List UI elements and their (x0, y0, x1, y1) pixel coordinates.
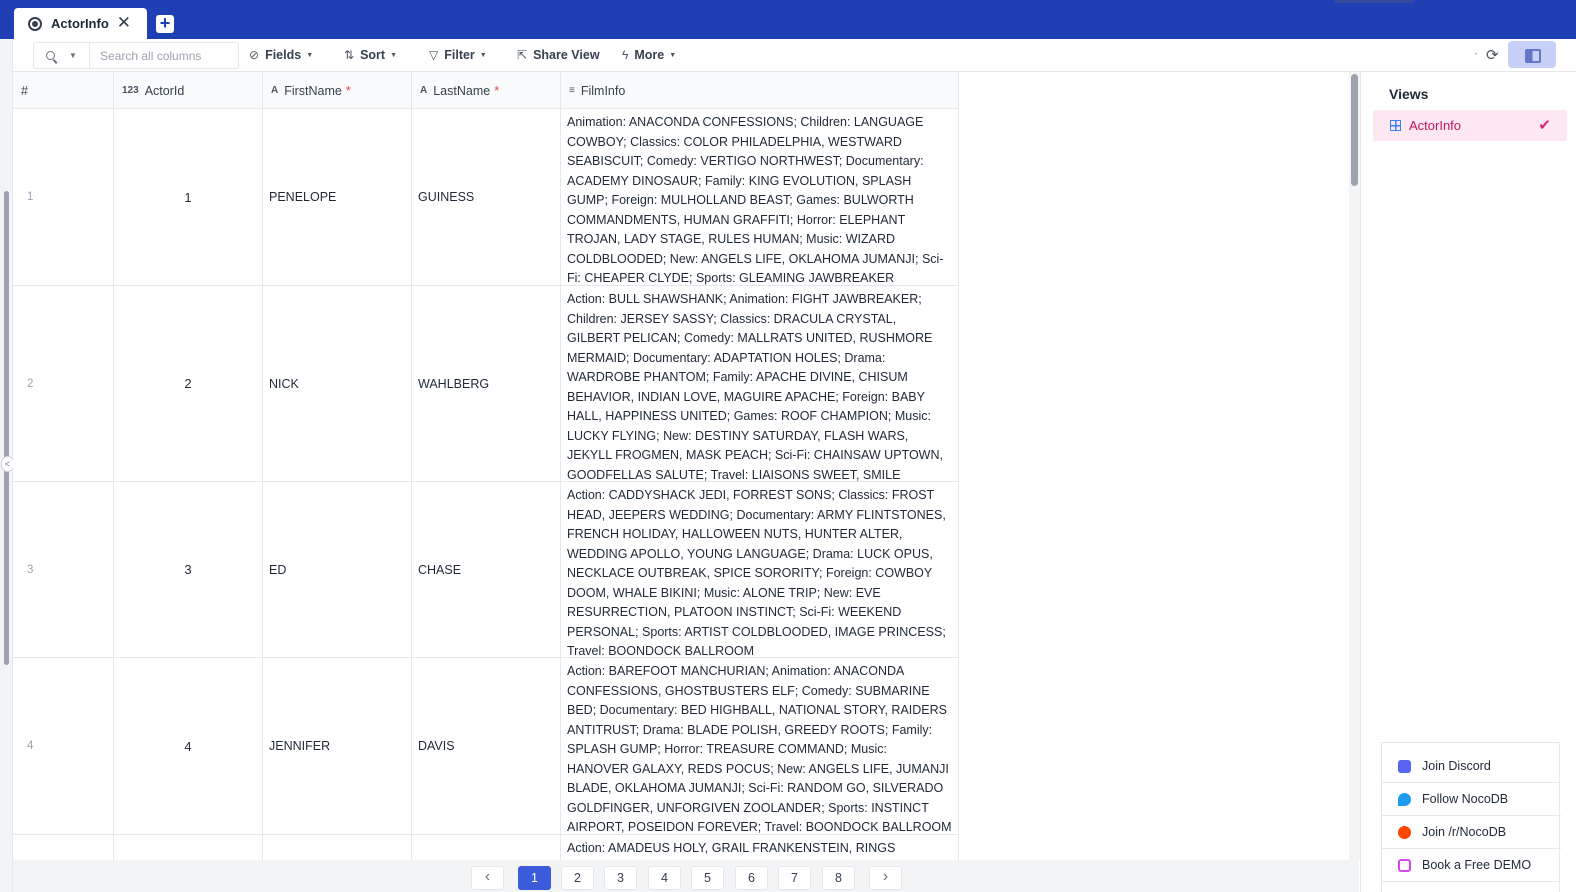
grid-footer (13, 860, 1359, 892)
page-6-button[interactable]: 6 (735, 866, 768, 890)
join-reddit-label: Join /r/NocoDB (1422, 825, 1507, 839)
cell-firstname[interactable]: ED (263, 482, 412, 657)
required-mark: * (494, 83, 500, 98)
chevron-down-icon[interactable]: ▼ (69, 51, 77, 60)
header-filminfo-label: FilmInfo (580, 83, 626, 98)
prev-page-button[interactable]: ‹ (471, 866, 504, 890)
share-icon: ⇱ (517, 48, 528, 62)
toggle-views-panel-button[interactable] (1508, 41, 1556, 68)
more-label: More (634, 48, 665, 62)
filter-icon: ▽ (429, 48, 439, 62)
header-lastname-label: LastName (433, 83, 491, 98)
next-page-button[interactable]: › (869, 866, 902, 890)
check-icon: ✔ (1538, 117, 1551, 134)
cell-firstname[interactable]: NICK (263, 286, 412, 481)
number-type-icon: 123 (122, 85, 139, 96)
cell-actorid[interactable] (114, 835, 263, 860)
calendar-icon (1398, 859, 1411, 872)
cell-firstname[interactable]: PENELOPE (263, 109, 412, 285)
views-title: Views (1389, 86, 1429, 102)
more-button[interactable] (622, 45, 676, 65)
cell-filminfo[interactable]: Action: BAREFOOT MANCHURIAN; Animation: ANACONDA CONFESSIONS, GHOSTBUSTERS ELF; Comedy: SUBMARINE BED; Documentary: BED HIGHBALL, NATIONAL STORY, RAIDERS ANTITRUST; Drama: BLADE POLISH, GREEDY ROOTS; Family: SPLASH GUMP; Horror: TREASURE COMMAND; Music: HANOVER GALAXY, REDS POCUS; New: ANGELS LIFE, JUMANJI BLADE, OKLAHOMA JUMANJI; Sci-Fi: RANDOM GO, SILVERADO GOLDFINGER, UNFORGIVEN ZOOLANDER; Sports: INSTINCT AIRPORT, POSEIDON FOREVER; Travel: BOONDOCK BALLROOM (561, 658, 959, 834)
discord-icon (1398, 760, 1411, 773)
cell-filminfo[interactable]: Action: CADDYSHACK JEDI, FORREST SONS; Classics: FROST HEAD, JEEPERS WEDDING; Documentary: ARMY FLINTSTONES, FRENCH HOLIDAY, HALLOWEEN NUTS, HUNTER ALTER, WEDDING APOLLO, YOUNG LANGUAGE; Drama: LUCK OPUS, NECKLACE OUTBREAK, SPICE SORORITY; Foreign: COWBOY DOOM, WHALE BIKINI; Music: ALONE TRIP; New: EVE RESURRECTION, PLATOON INSTINCT; Sci-Fi: WEEKEND PERSONAL; Sports: ARTIST COLDBLOODED, IMAGE PRINCESS; Travel: BOONDOCK BALLROOM (561, 482, 959, 657)
reddit-icon (1398, 826, 1411, 839)
toolbar (13, 39, 1576, 72)
page-4-button[interactable]: 4 (648, 866, 681, 890)
page-2-button[interactable]: 2 (561, 866, 594, 890)
row-number: 4 (13, 658, 114, 834)
table-row[interactable] (13, 109, 959, 286)
search-input[interactable] (92, 46, 232, 65)
top-bar (0, 0, 1576, 39)
chevron-down-icon: ▼ (479, 51, 487, 59)
grid-scrollbar[interactable] (1349, 72, 1360, 860)
text-type-icon: A (420, 85, 428, 96)
table-row[interactable] (13, 835, 959, 860)
fields-button[interactable] (249, 45, 313, 65)
data-grid (13, 72, 959, 860)
cell-lastname[interactable] (412, 835, 561, 860)
page-1-button[interactable]: 1 (518, 866, 551, 890)
join-reddit-link[interactable] (1382, 816, 1561, 849)
view-item-actorinfo[interactable] (1373, 110, 1567, 141)
eye-off-icon: ⊘ (249, 48, 260, 62)
fields-label: Fields (265, 48, 302, 62)
grid-view-icon (1390, 120, 1401, 131)
table-row[interactable] (13, 658, 959, 835)
sort-button[interactable] (344, 45, 397, 65)
cell-filminfo[interactable]: Action: BULL SHAWSHANK; Animation: FIGHT JAWBREAKER; Children: JERSEY SASSY; Classics: DRACULA CRYSTAL, GILBERT PELICAN; Comedy: MALLRATS UNITED, RUSHMORE MERMAID; Documentary: ADAPTATION HOLES; Drama: WARDROBE PHANTOM; Family: APACHE DIVINE, CHISUM BEHAVIOR, INDIAN LOVE, MAGUIRE APACHE; Foreign: BABY HALL, HAPPINESS UNITED; Games: ROOF CHAMPION; Music: LUCKY FLYING; New: DESTINY SATURDAY, FLASH WARS, JEKYLL FROGMEN, MASK PEACH; Sci-Fi: CHAINSAW UPTOWN, GOODFELLAS SALUTE; Travel: LIAISONS SWEET, SMILE (561, 286, 959, 481)
row-number: 1 (13, 109, 114, 285)
cell-firstname[interactable]: JENNIFER (263, 658, 412, 834)
search-icon (46, 51, 55, 60)
cell-lastname[interactable]: CHASE (412, 482, 561, 657)
page-8-button[interactable]: 8 (822, 866, 855, 890)
required-mark: * (345, 83, 351, 98)
cell-actorid[interactable]: 2 (114, 286, 263, 481)
share-view-label: Share View (533, 48, 600, 62)
status-dot: · (1474, 48, 1478, 60)
row-number: 2 (13, 286, 114, 481)
filter-label: Filter (444, 48, 475, 62)
row-number (13, 835, 114, 860)
search-divider (89, 43, 90, 68)
add-tab-button[interactable]: + (156, 15, 174, 33)
community-links (1381, 742, 1560, 892)
follow-nocodb-label: Follow NocoDB (1422, 792, 1509, 806)
book-demo-label: Book a Free DEMO (1422, 858, 1532, 872)
page-7-button[interactable]: 7 (778, 866, 811, 890)
filter-button[interactable] (429, 45, 487, 65)
page-3-button[interactable]: 3 (604, 866, 637, 890)
chevron-down-icon: ▼ (390, 51, 397, 59)
header-firstname[interactable] (263, 72, 412, 109)
follow-nocodb-link[interactable] (1382, 783, 1561, 816)
reload-icon[interactable]: ⟳ (1486, 47, 1499, 64)
cell-actorid[interactable]: 1 (114, 109, 263, 285)
chevron-down-icon: ▼ (306, 51, 314, 59)
join-discord-link[interactable] (1382, 750, 1561, 783)
cell-firstname[interactable] (263, 835, 412, 860)
page-5-button[interactable]: 5 (691, 866, 724, 890)
cell-lastname[interactable]: GUINESS (412, 109, 561, 285)
header-filminfo[interactable] (561, 72, 959, 109)
left-scrollbar[interactable] (4, 191, 9, 665)
long-text-type-icon: ≡ (569, 85, 575, 96)
cell-actorid[interactable]: 4 (114, 658, 263, 834)
table-row[interactable] (13, 482, 959, 658)
header-firstname-label: FirstName (284, 83, 342, 98)
cell-filminfo[interactable]: Animation: ANACONDA CONFESSIONS; Children: LANGUAGE COWBOY; Classics: COLOR PHILADELPHIA, WESTWARD SEABISCUIT; Comedy: VERTIGO NORTHWEST; Documentary: ACADEMY DINOSAUR; Family: KING EVOLUTION, SPLASH GUMP; Foreign: MULHOLLAND BEAST; Games: BULWORTH COMMANDMENTS, HUMAN GRAFFITI; Horror: ELEPHANT TROJAN, LADY STAGE, RULES HUMAN; Music: WIZARD COLDBLOODED; New: ANGELS LIFE, OKLAHOMA JUMANJI; Sci-Fi: CHEAPER CLYDE; Sports: GLEAMING JAWBREAKER (561, 109, 959, 285)
header-actorid-label: ActorId (144, 83, 185, 98)
chevron-down-icon: ▼ (669, 51, 677, 59)
header-rownum (13, 72, 114, 109)
view-item-label: ActorInfo (1409, 118, 1462, 133)
header-actorid[interactable] (114, 72, 263, 109)
cell-lastname[interactable]: DAVIS (412, 658, 561, 834)
cell-lastname[interactable]: WAHLBERG (412, 286, 561, 481)
view-icon (28, 17, 42, 31)
close-icon[interactable]: ✕ (116, 13, 131, 32)
share-view-button[interactable] (517, 45, 600, 65)
header-lastname[interactable] (412, 72, 561, 109)
grid-header (13, 72, 959, 109)
twitter-icon (1398, 793, 1411, 806)
tab-actorinfo[interactable] (14, 8, 147, 39)
sort-label: Sort (360, 48, 386, 62)
header-rownum-label: # (21, 83, 28, 98)
grid-scrollbar-thumb[interactable] (1351, 74, 1358, 186)
flash-icon: ϟ (622, 48, 629, 62)
topbar-indicator (1334, 0, 1414, 3)
search-box[interactable] (33, 42, 239, 69)
cell-actorid[interactable]: 3 (114, 482, 263, 657)
join-discord-label: Join Discord (1422, 759, 1491, 773)
book-demo-link[interactable] (1382, 849, 1561, 882)
expand-sidebar-handle[interactable]: < (1, 456, 14, 472)
sort-icon: ⇅ (344, 48, 355, 62)
row-number: 3 (13, 482, 114, 657)
cell-filminfo[interactable]: Action: AMADEUS HOLY, GRAIL FRANKENSTEIN, RINGS (561, 835, 959, 860)
text-type-icon: A (271, 85, 279, 96)
table-row[interactable] (13, 286, 959, 482)
tab-title: ActorInfo (51, 16, 109, 31)
